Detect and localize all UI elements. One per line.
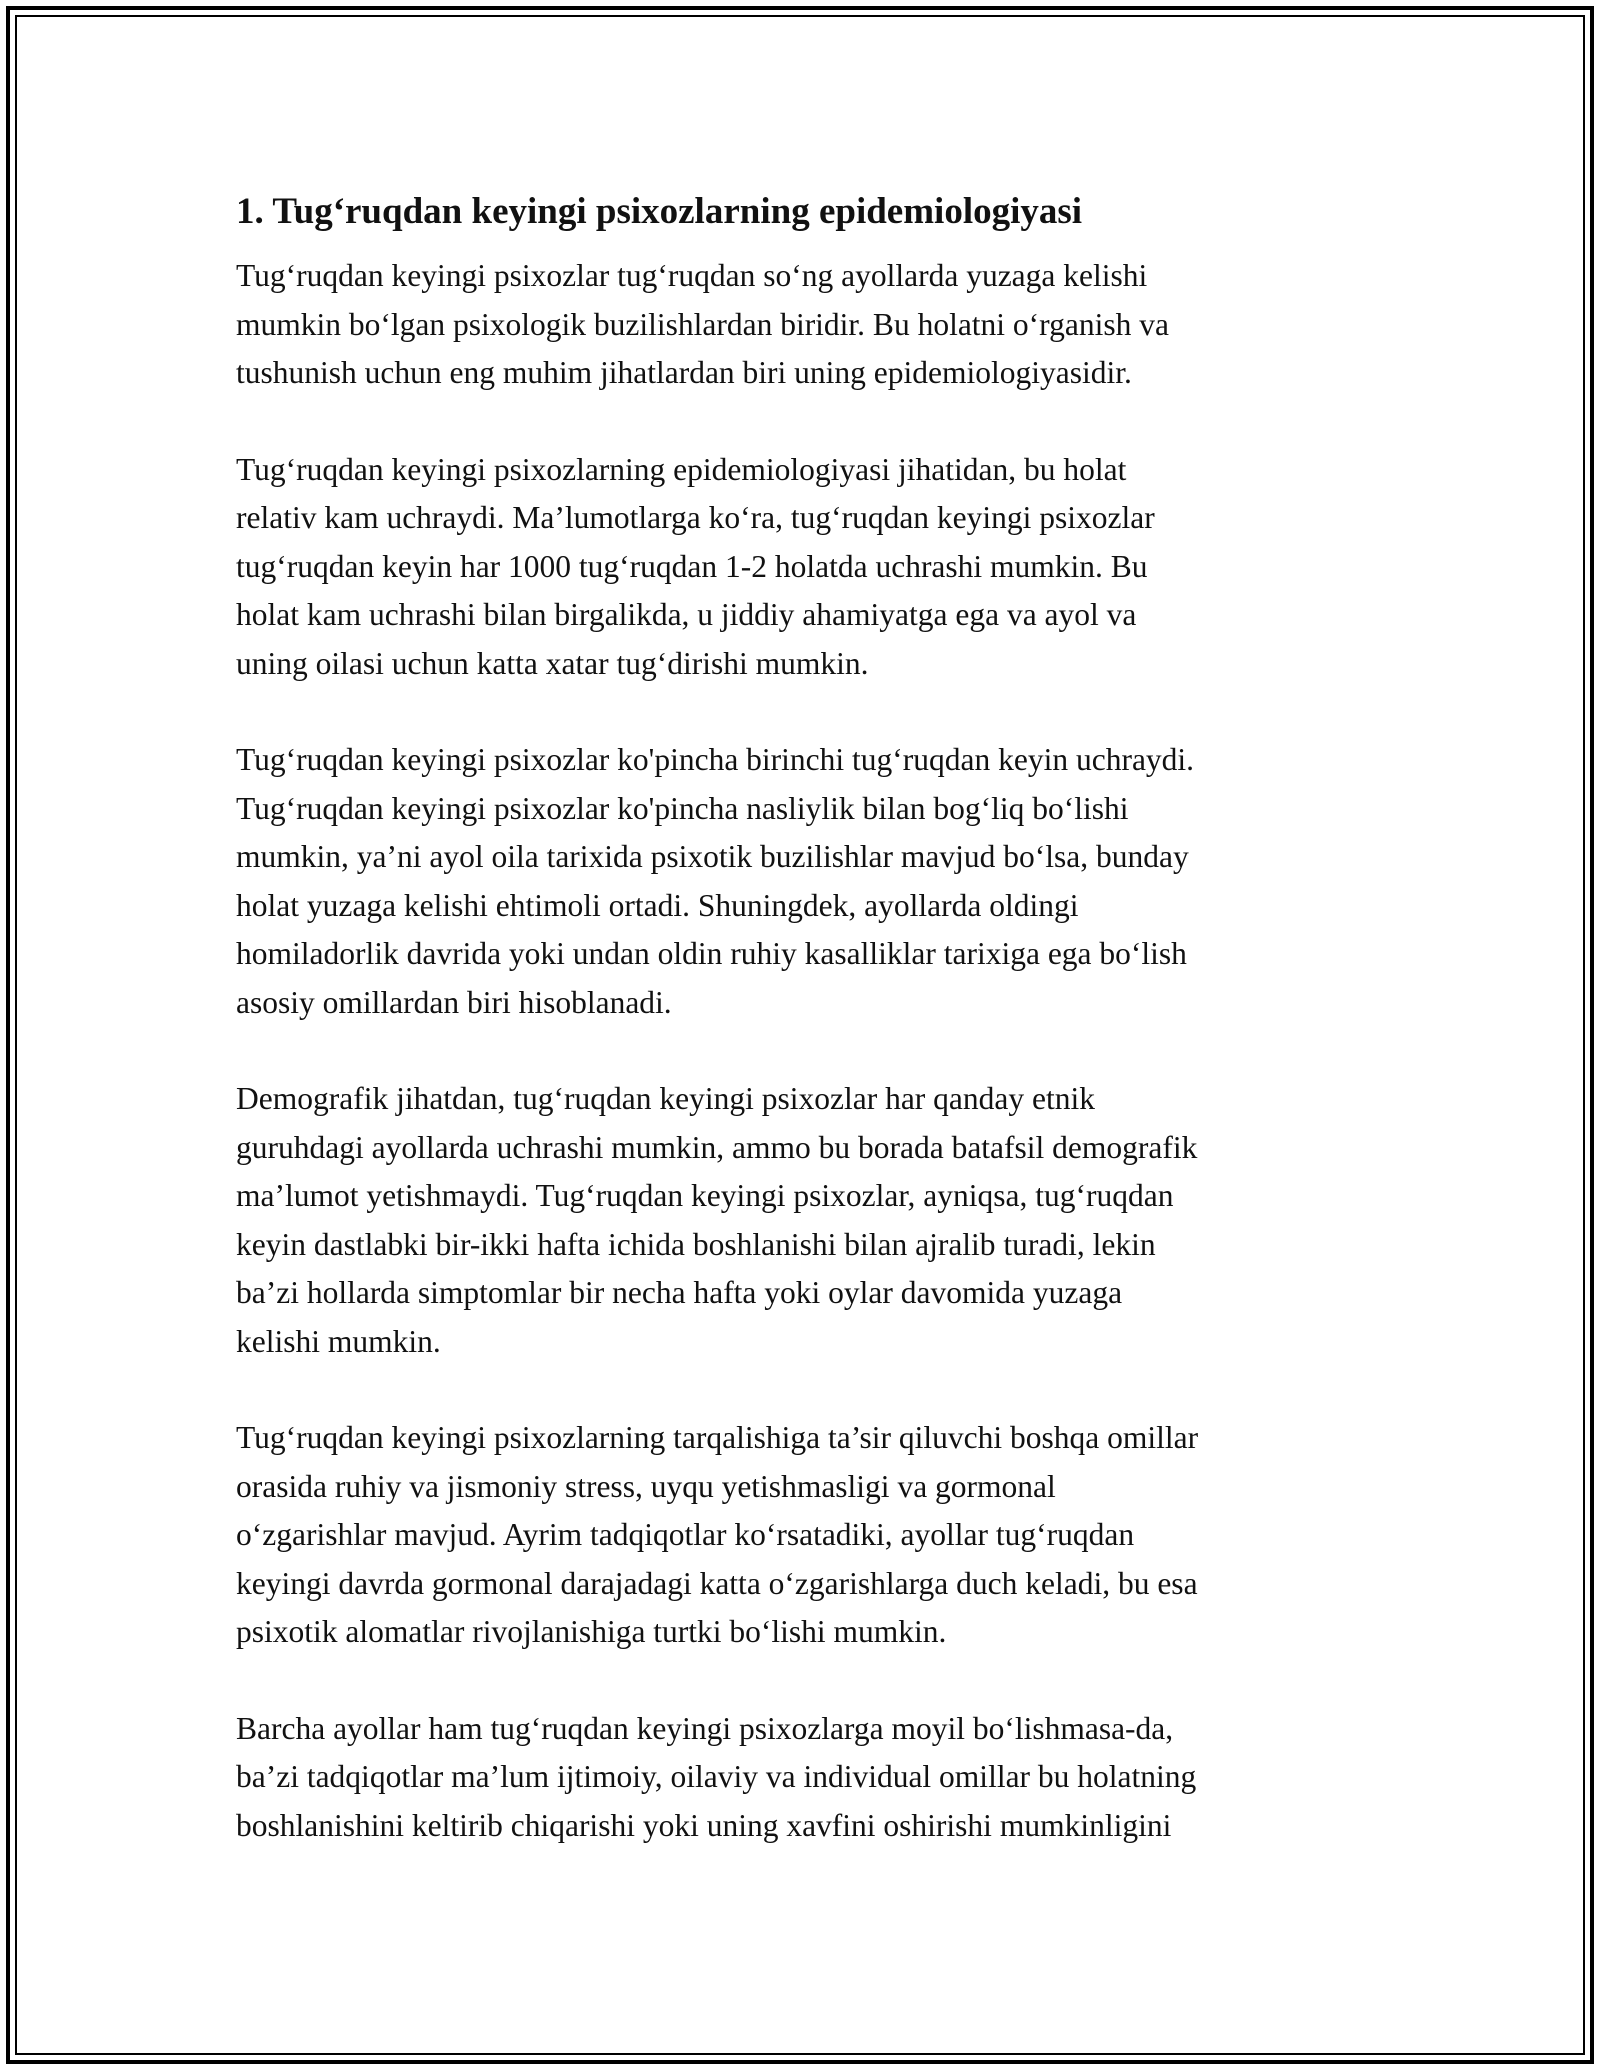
paragraph-line: keyin dastlabki bir-ikki hafta ichida boshlanishi bilan ajralib turadi, lekin — [236, 1226, 1156, 1262]
paragraph-line: mumkin, ya’ni ayol oila tarixida psixotik buzilishlar mavjud bo‘lsa, bunday — [236, 839, 1189, 874]
paragraph-line: keyingi davrda gormonal darajadagi katta o‘zgarishlarga duch keladi, bu esa — [236, 1565, 1198, 1601]
paragraph-line: o‘zgarishlar mavjud. Ayrim tadqiqotlar ko‘rsatadiki, ayollar tug‘ruqdan — [236, 1517, 1135, 1552]
paragraph-line: ba’zi tadqiqotlar ma’lum ijtimoiy, oilaviy va individual omillar bu holatning — [236, 1759, 1197, 1794]
paragraph-line: Tug‘ruqdan keyingi psixozlar ko'pincha birinchi tug‘ruqdan keyin uchraydi. — [236, 742, 1195, 777]
paragraph-line: tug‘ruqdan keyin har 1000 tug‘ruqdan 1-2 holatda uchrashi mumkin. Bu — [236, 548, 1148, 584]
paragraph-line: boshlanishini keltirib chiqarishi yoki uning xavfini oshirishi mumkinligini — [236, 1807, 1172, 1843]
paragraph-line: ba’zi hollarda simptomlar bir necha hafta yoki oylar davomida yuzaga — [236, 1275, 1123, 1310]
paragraph-line: Barcha ayollar ham tug‘ruqdan keyingi psixozlarga moyil bo‘lishmasa-da, — [236, 1710, 1174, 1746]
paragraph-line: holat kam uchrashi bilan birgalikda, u jiddiy ahamiyatga ega va ayol va — [236, 597, 1137, 632]
paragraph-line: Demografik jihatdan, tug‘ruqdan keyingi psixozlar har qanday etnik — [236, 1081, 1095, 1116]
paragraph-5 — [236, 1414, 1376, 1657]
paragraph-line: Tug‘ruqdan keyingi psixozlarning epidemiologiyasi jihatidan, bu holat — [236, 451, 1127, 487]
paragraph-line: homiladorlik davrida yoki undan oldin ruhiy kasalliklar tarixiga ega bo‘lish — [236, 936, 1187, 971]
paragraph-line: asosiy omillardan biri hisoblanadi. — [236, 984, 672, 1020]
paragraph-line: relativ kam uchraydi. Ma’lumotlarga ko‘ra, tug‘ruqdan keyingi psixozlar — [236, 500, 1155, 535]
paragraph-4 — [236, 1075, 1376, 1366]
paragraph-line: orasida ruhiy va jismoniy stress, uyqu yetishmasligi va gormonal — [236, 1468, 1056, 1504]
paragraph-line: kelishi mumkin. — [236, 1323, 441, 1359]
paragraph-line: psixotik alomatlar rivojlanishiga turtki bo‘lishi mumkin. — [236, 1614, 947, 1649]
paragraph-line: ma’lumot yetishmaydi. Tug‘ruqdan keyingi psixozlar, ayniqsa, tug‘ruqdan — [236, 1178, 1174, 1213]
section-heading: 1. Tug‘ruqdan keyingi psixozlarning epidemiologiyasi — [236, 191, 1083, 232]
paragraph-line: tushunish uchun eng muhim jihatlardan biri uning epidemiologiyasidir. — [236, 355, 1132, 390]
paragraph-3 — [236, 736, 1376, 1027]
paragraph-line: guruhdagi ayollarda uchrashi mumkin, ammo bu borada batafsil demografik — [236, 1129, 1198, 1165]
paragraph-line: Tug‘ruqdan keyingi psixozlar ko'pincha nasliylik bilan bog‘liq bo‘lishi — [236, 790, 1129, 826]
paragraph-line: Tug‘ruqdan keyingi psixozlarning tarqalishiga ta’sir qiluvchi boshqa omillar — [236, 1420, 1199, 1455]
paragraph-line: holat yuzaga kelishi ehtimoli ortadi. Shuningdek, ayollarda oldingi — [236, 887, 1079, 923]
paragraph-line: Tug‘ruqdan keyingi psixozlar tug‘ruqdan so‘ng ayollarda yuzaga kelishi — [236, 258, 1148, 293]
paragraph-list — [236, 252, 1376, 1850]
document-body — [236, 186, 1376, 1850]
paragraph-1 — [236, 252, 1376, 398]
paragraph-6 — [236, 1705, 1376, 1851]
paragraph-line: uning oilasi uchun katta xatar tug‘dirishi mumkin. — [236, 645, 869, 681]
paragraph-2 — [236, 446, 1376, 689]
paragraph-line: mumkin bo‘lgan psixologik buzilishlardan biridir. Bu holatni o‘rganish va — [236, 306, 1169, 342]
